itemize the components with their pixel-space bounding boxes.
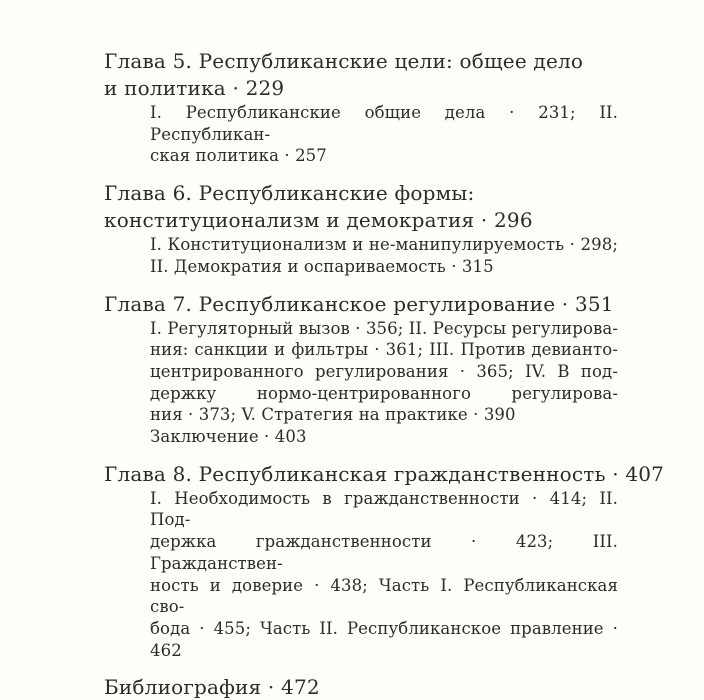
toc-entry-line: ность и доверие · 438; Часть I. Республиканская сво- <box>150 575 618 617</box>
toc-entry-line: I. Регуляторный вызов · 356; II. Ресурсы регулирова- <box>150 318 618 338</box>
toc-entry-line: ния · 373; V. Стратегия на практике · 390 <box>150 405 516 425</box>
chapter-title-line: Глава 5. Республиканские цели: общее дело <box>104 49 584 73</box>
toc-section-chapter-5 <box>104 48 704 167</box>
chapter-title-line: Глава 8. Республиканская гражданственность · 407 <box>104 461 665 486</box>
toc-section-chapter-8 <box>104 461 704 662</box>
chapter-title-line: и политика · 229 <box>104 76 285 100</box>
bibliography-line: Библиография · 472 <box>104 675 320 700</box>
toc-section-chapter-7 <box>104 291 704 448</box>
chapter-title-line: Глава 6. Республиканские формы: <box>104 181 475 206</box>
toc-entry-line: держку нормо-центрированного регулирова- <box>150 383 618 403</box>
toc-entry-line: ния: санкции и фильтры · 361; III. Против девианто- <box>150 340 618 360</box>
chapter-entries <box>150 488 618 662</box>
toc-entry-line: I. Республиканские общие дела · 231; II. Республикан- <box>150 103 618 144</box>
toc-entry-line: Заключение · 403 <box>150 427 307 447</box>
chapter-entries <box>150 234 618 277</box>
toc-entry-line: ская политика · 257 <box>150 146 327 166</box>
toc-section-chapter-6 <box>104 180 704 277</box>
toc-entry-line: центрированного регулирования · 365; IV. В под- <box>150 361 618 381</box>
toc-entry-line: бода · 455; Часть II. Республиканское правление · 462 <box>150 618 618 660</box>
toc-entry-line: II. Демократия и оспариваемость · 315 <box>150 256 494 276</box>
chapter-entries <box>150 318 618 448</box>
toc-entry-line: держка гражданственности · 423; III. Гражданствен- <box>150 532 618 573</box>
chapter-title-line: Глава 7. Республиканское регулирование · 351 <box>104 291 614 316</box>
chapter-title-line: конституционализм и демократия · 296 <box>104 208 533 233</box>
toc-entry-line: I. Конституционализм и не-манипулируемость · 298; <box>150 235 618 255</box>
toc-entry-line: I. Необходимость в гражданственности · 414; II. Под- <box>150 488 618 530</box>
chapter-entries <box>150 102 618 167</box>
